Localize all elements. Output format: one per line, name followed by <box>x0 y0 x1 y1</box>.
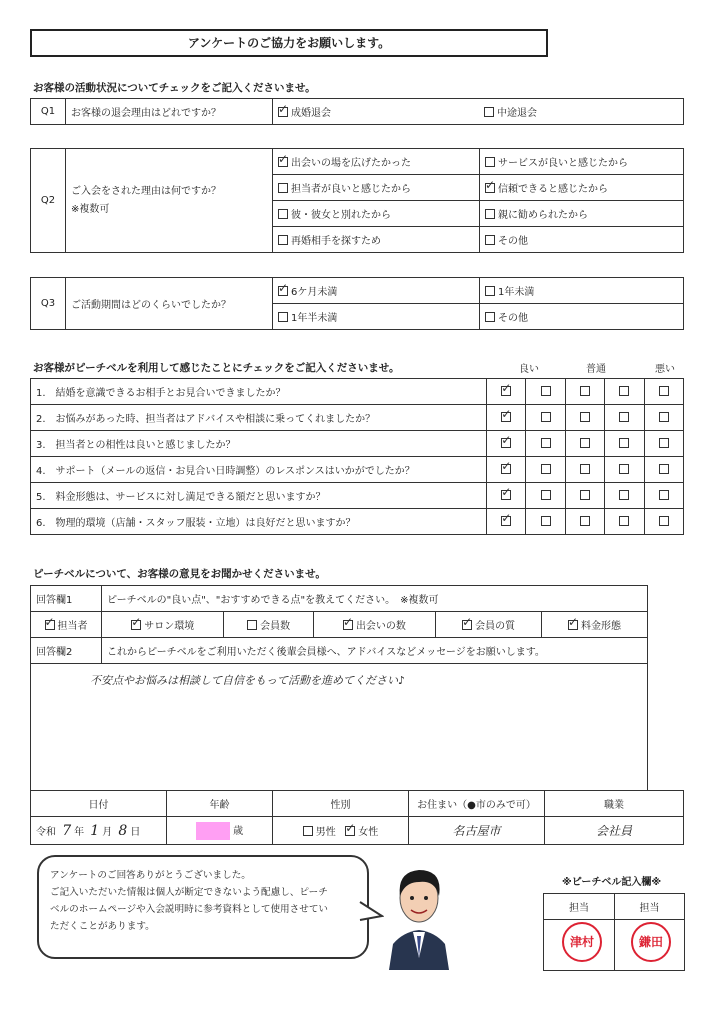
rating-question: 1. 結婚を意識できるお相手とお見合いできましたか？ <box>31 379 487 405</box>
rating-checkbox[interactable] <box>619 516 629 526</box>
q2-option[interactable]: ✓出会いの場を広げたかった <box>273 149 480 175</box>
rating-checkbox[interactable] <box>501 412 511 422</box>
rating-checkbox[interactable] <box>580 412 590 422</box>
staff-illustration <box>383 860 455 970</box>
staff-heading: ※ピーチベル記入欄※ <box>562 877 662 888</box>
answer1-label: 回答欄1 <box>31 586 102 612</box>
rating-row <box>31 509 684 535</box>
staff-seal-2: 鎌田 <box>631 922 671 962</box>
q2-text: ご入会をされた理由は何ですか？ ※複数可 <box>66 149 273 253</box>
q2-option[interactable]: 再婚相手を探すため <box>273 227 480 253</box>
q2-number: Q2 <box>31 149 66 253</box>
rating-checkbox[interactable] <box>541 516 551 526</box>
q3-text: ご活動期間はどのくらいでしたか？ <box>66 278 273 330</box>
profile-table <box>30 790 684 845</box>
q2-option[interactable]: 親に勧められたから <box>480 201 684 227</box>
q3-number: Q3 <box>31 278 66 330</box>
rating-checkbox[interactable] <box>541 464 551 474</box>
rating-checkbox[interactable] <box>501 464 511 474</box>
rating-checkbox[interactable] <box>580 438 590 448</box>
staff-col1: 担当 <box>544 894 615 920</box>
rating-checkbox[interactable] <box>659 464 669 474</box>
gender-field[interactable]: 男性 ✓ 女性 <box>273 817 409 845</box>
checkbox[interactable] <box>484 107 494 117</box>
q3-option[interactable]: 1年半未満 <box>273 304 480 330</box>
answer1-option[interactable]: ✓担当者 <box>31 612 102 638</box>
q1-number: Q1 <box>31 99 66 125</box>
rating-row <box>31 457 684 483</box>
scale-bad: 悪い <box>655 364 675 375</box>
rating-checkbox[interactable] <box>580 464 590 474</box>
rating-checkbox[interactable] <box>619 412 629 422</box>
rating-checkbox[interactable] <box>541 386 551 396</box>
staff-col2: 担当 <box>615 894 685 920</box>
rating-checkbox[interactable] <box>541 412 551 422</box>
q1-option[interactable]: ✓ 成婚退会 <box>273 99 480 125</box>
rating-checkbox[interactable] <box>541 490 551 500</box>
age-field[interactable]: 歳 <box>167 817 273 845</box>
answer2-field[interactable] <box>31 664 648 791</box>
rating-question: 3. 担当者との相性は良いと感じましたか？ <box>31 431 487 457</box>
answer1-option[interactable]: ✓ 出会いの数 <box>313 612 435 638</box>
q2-table <box>30 148 684 253</box>
q2-option[interactable]: その他 <box>480 227 684 253</box>
rating-checkbox[interactable] <box>619 464 629 474</box>
answer1-option[interactable]: ✓ 会員の質 <box>436 612 542 638</box>
answer1-option[interactable]: ✓ 料金形態 <box>542 612 648 638</box>
q2-option[interactable]: サービスが良いと感じたから <box>480 149 684 175</box>
q3-option[interactable]: その他 <box>480 304 684 330</box>
section1-heading: お客様の活動状況についてチェックをご記入くださいませ。 <box>33 82 316 94</box>
header-residence: お住まい（●市のみで可） <box>409 791 545 817</box>
answer2-handwriting: 不安点やお悩みは相談して自信をもって活動を進めてください♪ <box>90 674 406 687</box>
q1-text: お客様の退会理由はどれですか？ <box>66 99 273 125</box>
checkbox-checked[interactable] <box>278 107 288 117</box>
rating-checkbox[interactable] <box>501 516 511 526</box>
q2-option[interactable]: 彼・彼女と別れたから <box>273 201 480 227</box>
section3-heading: ピーチベルについて、お客様の意見をお聞かせくださいませ。 <box>33 568 326 580</box>
rating-question: 5. 料金形態は、サービスに対し満足できる額だと思いますか？ <box>31 483 487 509</box>
answer1-option[interactable]: ✓ サロン環境 <box>102 612 224 638</box>
bubble-tail <box>358 900 384 926</box>
rating-question: 4. サポート（メールの返信・お見合い日時調整）のレスポンスはいかがでしたか？ <box>31 457 487 483</box>
thanks-text: アンケートのご回答ありがとうございました。 ご記入いただいた情報は個人が断定できないよう配慮し、ピーチ ベルのホームページや入会説明時に参考資料として使用させてい ただくことがあります。 <box>50 870 329 932</box>
rating-row <box>31 379 684 405</box>
rating-checkbox[interactable] <box>659 412 669 422</box>
date-field[interactable]: 令和 7 年 1 月 8 日 <box>31 817 167 845</box>
scale-normal: 普通 <box>586 364 606 375</box>
page-title: アンケートのご協力をお願いします。 <box>30 29 548 57</box>
header-gender: 性別 <box>273 791 409 817</box>
q3-table <box>30 277 684 330</box>
age-redaction <box>196 822 230 840</box>
scale-good: 良い <box>519 364 539 375</box>
answer2-label: 回答欄2 <box>31 638 102 664</box>
rating-checkbox[interactable] <box>659 490 669 500</box>
rating-table <box>30 378 684 535</box>
rating-checkbox[interactable] <box>659 438 669 448</box>
answer1-option[interactable]: 会員数 <box>224 612 313 638</box>
rating-row <box>31 483 684 509</box>
rating-checkbox[interactable] <box>501 386 511 396</box>
rating-checkbox[interactable] <box>619 490 629 500</box>
occupation-field[interactable]: 会社員 <box>545 817 684 845</box>
residence-field[interactable]: 名古屋市 <box>409 817 545 845</box>
answer1-prompt: ピーチベルの"良い点"、"おすすめできる点"を教えてください。 ※複数可 <box>102 586 648 612</box>
rating-checkbox[interactable] <box>501 490 511 500</box>
rating-checkbox[interactable] <box>580 516 590 526</box>
rating-checkbox[interactable] <box>619 386 629 396</box>
section2-heading: お客様がピーチベルを利用して感じたことにチェックをご記入くださいませ。 <box>33 362 400 374</box>
q3-option[interactable]: ✓6ケ月未満 <box>273 278 480 304</box>
rating-question: 2. お悩みがあった時、担当者はアドバイスや相談に乗ってくれましたか？ <box>31 405 487 431</box>
rating-checkbox[interactable] <box>501 438 511 448</box>
rating-row <box>31 405 684 431</box>
staff-seal-1: 津村 <box>562 922 602 962</box>
q2-option[interactable]: ✓ 信頼できると感じたから <box>480 175 684 201</box>
header-age: 年齢 <box>167 791 273 817</box>
answer-table <box>30 585 648 791</box>
q2-option[interactable]: 担当者が良いと感じたから <box>273 175 480 201</box>
rating-checkbox[interactable] <box>580 386 590 396</box>
q1-option[interactable]: 中途退会 <box>479 99 684 125</box>
rating-row <box>31 431 684 457</box>
rating-checkbox[interactable] <box>619 438 629 448</box>
rating-checkbox[interactable] <box>659 386 669 396</box>
rating-checkbox[interactable] <box>541 438 551 448</box>
q1-table <box>30 98 684 125</box>
header-date: 日付 <box>31 791 167 817</box>
header-occupation: 職業 <box>545 791 684 817</box>
answer2-prompt: これからピーチベルをご利用いただく後輩会員様へ、アドバイスなどメッセージをお願いします。 <box>102 638 648 664</box>
rating-question: 6. 物理的環境（店舗・スタッフ服装・立地）は良好だと思いますか？ <box>31 509 487 535</box>
rating-checkbox[interactable] <box>659 516 669 526</box>
rating-checkbox[interactable] <box>580 490 590 500</box>
q3-option[interactable]: 1年未満 <box>480 278 684 304</box>
